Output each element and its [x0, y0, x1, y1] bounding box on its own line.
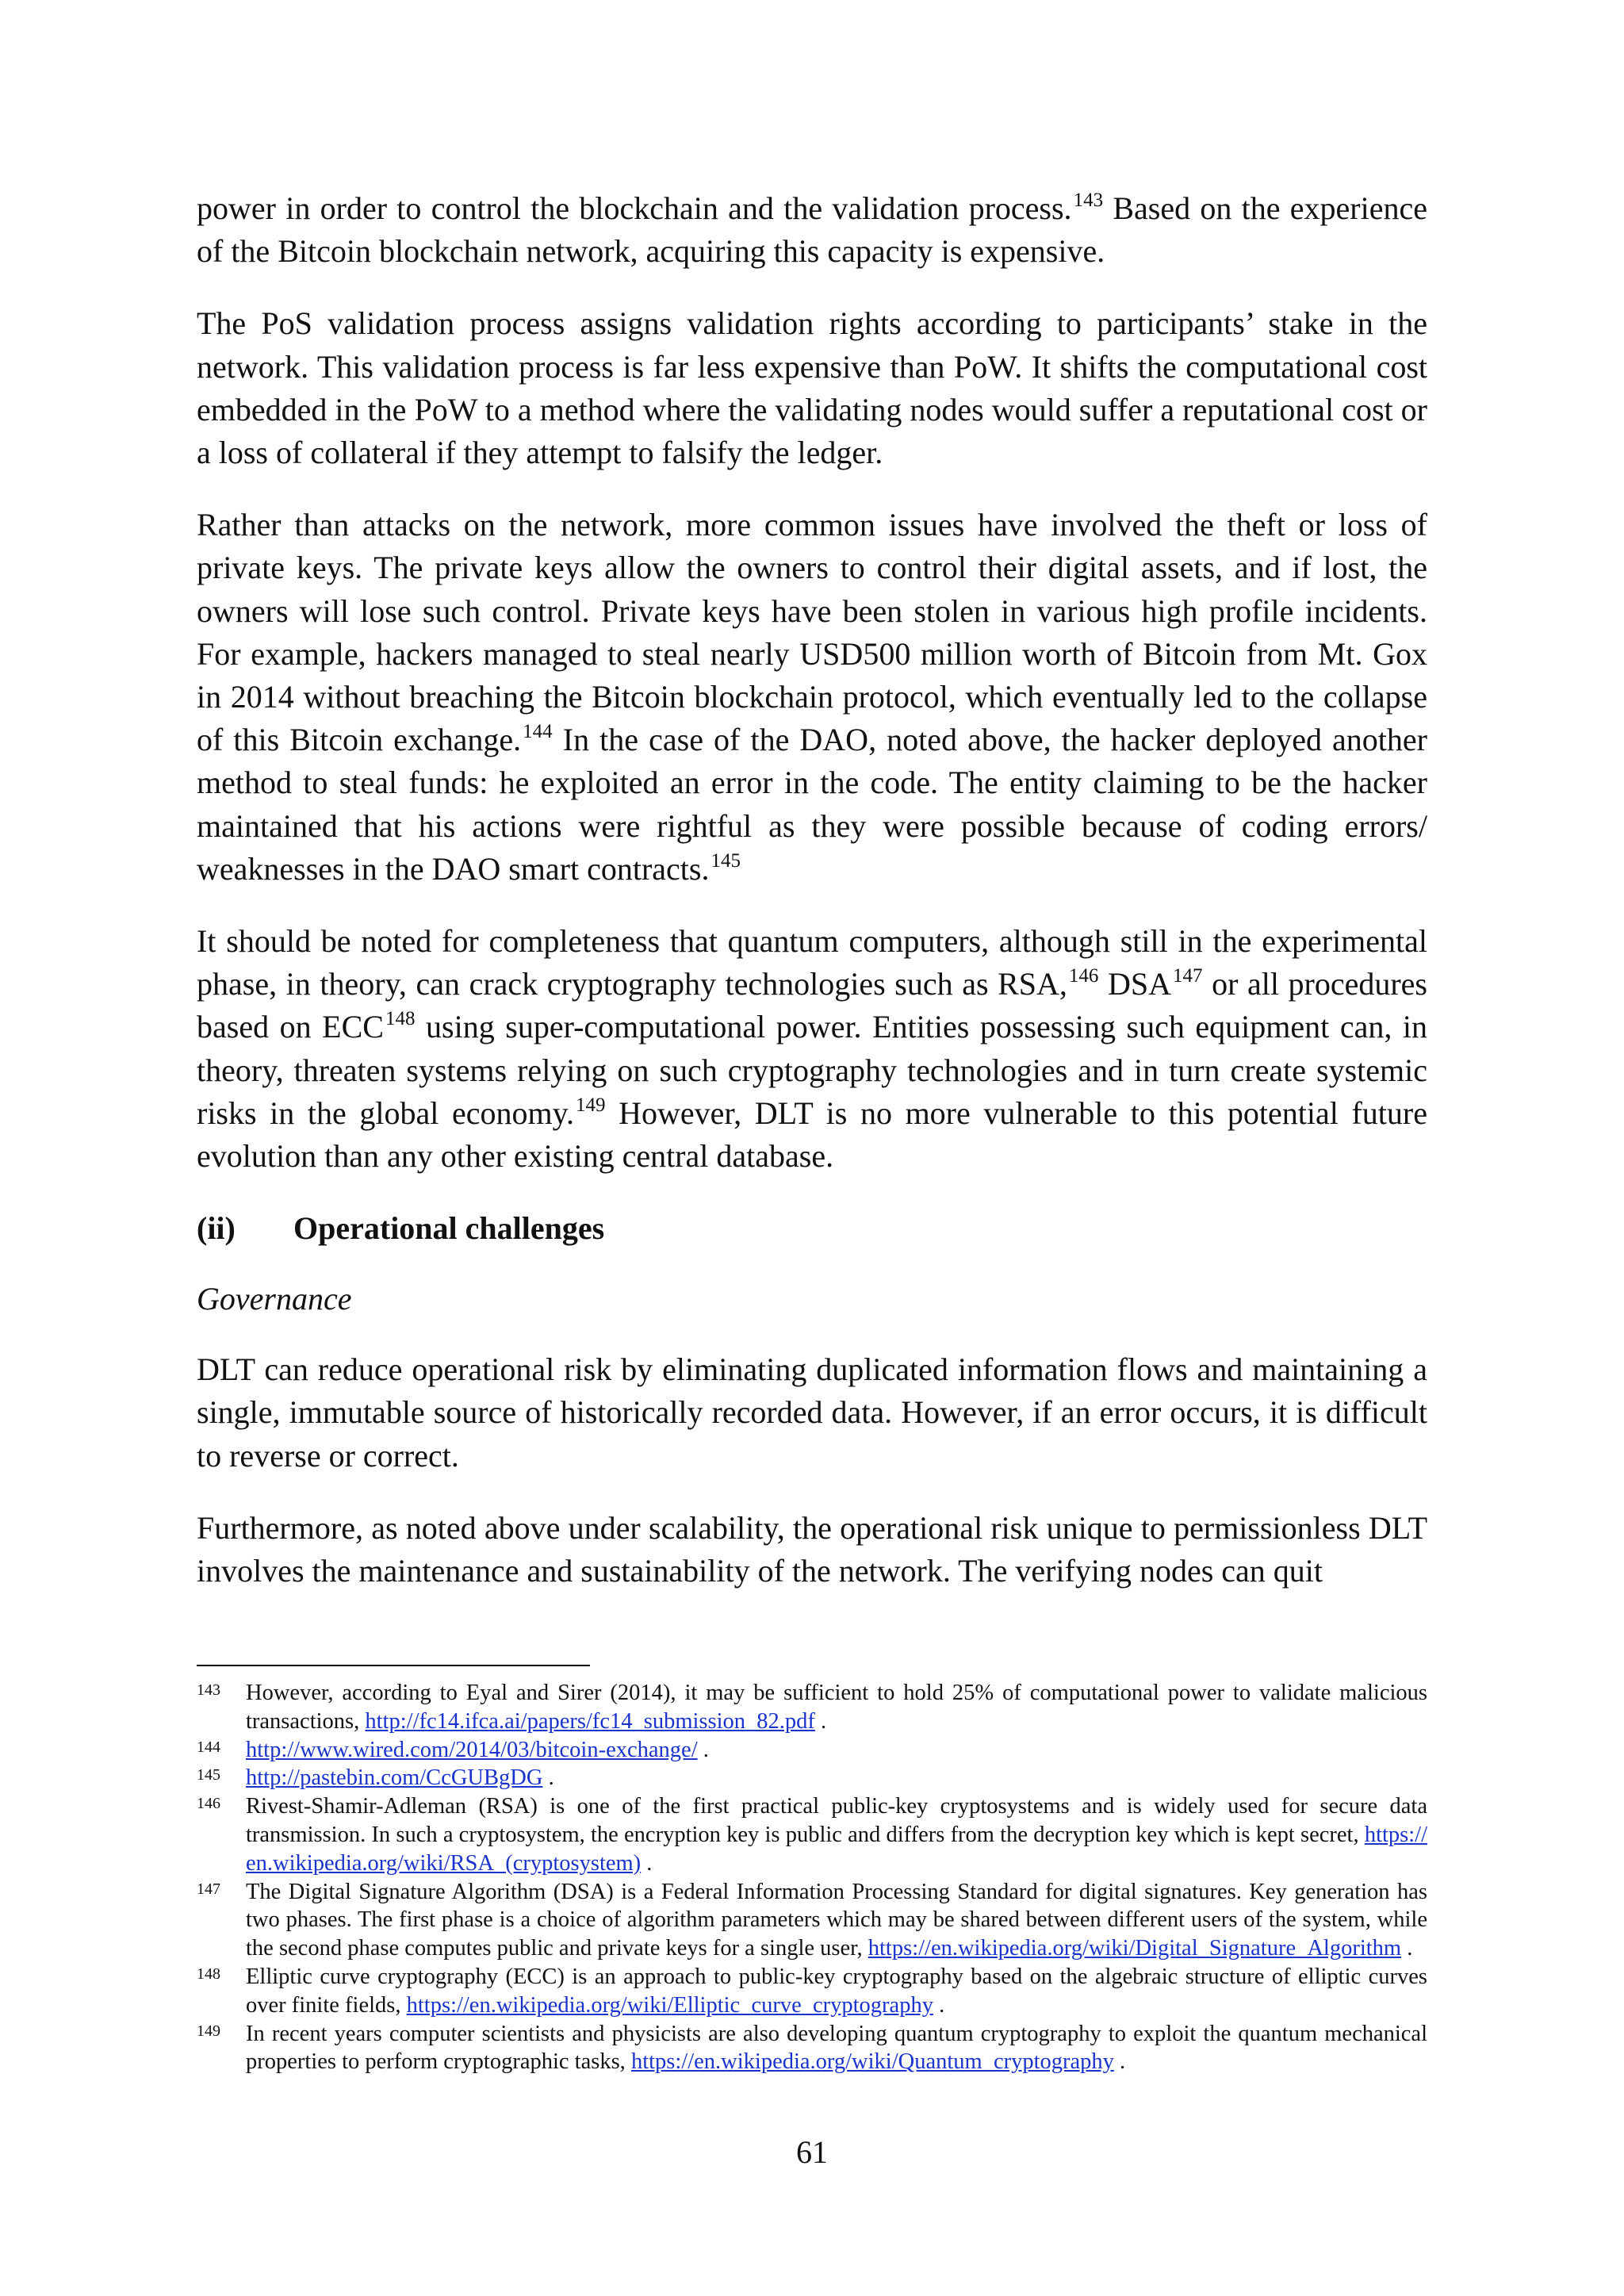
- footnote-147: 147 The Digital Signature Algorithm (DSA) is a Federal Information Processing Standard for digital signatures. Key generation has two phases. The first phase is a choice of algorithm parameters which may be shared between different users of the system, while the second phase computes public and private keys for a single user, https://en.wikipedia.org/wiki/Digital_Signature_Algorithm .: [197, 1878, 1427, 1963]
- body-text: [197, 187, 1427, 1593]
- section-heading-text: Operational challenges: [293, 1210, 605, 1247]
- footnote-ref-144[interactable]: 144: [523, 721, 553, 743]
- footnote-number: 148: [197, 1964, 220, 1983]
- section-heading: [197, 1207, 1427, 1250]
- paragraph-private-keys: Rather than attacks on the network, more common issues have involved the theft or loss of private keys. The private keys allow the owners to control their digital assets, and if lost, the owners will lose such control. Private keys have been stolen in various high profile incidents. For example, hackers managed to steal nearly USD500 million worth of Bitcoin from Mt. Gox in 2014 without breaching the Bitcoin blockchain protocol, which eventually led to the collapse of this Bitcoin exchange.$^{144}$ In the case of the DAO, noted above, the hacker deployed another method to steal funds: he exploited an error in the code. The entity claiming to be the hacker maintained that his actions were rightful as they were possible because of coding errors/ weaknesses in the DAO smart contracts.$^{145}$: [197, 507, 1427, 887]
- footnote-link[interactable]: https://en.wikipedia.org/wiki/RSA_(cryptosystem): [246, 1822, 1427, 1876]
- footnote-149: 149 In recent years computer scientists and physicists are also developing quantum cryptography to exploit the quantum mechanical properties to perform cryptographic tasks, https://en.wikipedia.org/wiki/Quantum_cryptography .: [197, 2020, 1427, 2077]
- footnote-number: 146: [197, 1795, 220, 1813]
- footnote-ref-147[interactable]: 147: [1173, 965, 1203, 987]
- footnote-ref-143[interactable]: 143: [1073, 190, 1104, 211]
- footnote-148: 148 Elliptic curve cryptography (ECC) is an approach to public-key cryptography based on the algebraic structure of elliptic curves over finite fields, https://en.wikipedia.org/wiki/Elliptic_curve_cryptography .: [197, 1963, 1427, 2020]
- footnote-number: 145: [197, 1766, 220, 1784]
- subsection-heading: Governance: [197, 1281, 352, 1317]
- footnote-143: 143 However, according to Eyal and Sirer (2014), it may be sufficient to hold 25% of computational power to validate malicious transactions, http://fc14.ifca.ai/papers/fc14_submission_82.pdf .: [197, 1679, 1427, 1736]
- footnote-link[interactable]: http://pastebin.com/CcGUBgDG: [246, 1765, 543, 1791]
- paragraph-permissionless-dlt: Furthermore, as noted above under scalability, the operational risk unique to permissionless DLT involves the maintenance and sustainability of the network. The verifying nodes can quit: [197, 1509, 1427, 1589]
- footnote-145: 145 http://pastebin.com/CcGUBgDG .: [197, 1764, 1427, 1792]
- footnote-ref-149[interactable]: 149: [575, 1094, 606, 1116]
- footnote-link[interactable]: https://en.wikipedia.org/wiki/Digital_Signature_Algorithm: [868, 1936, 1402, 1961]
- footnote-ref-148[interactable]: 148: [385, 1008, 416, 1030]
- page-number: 61: [796, 2134, 828, 2170]
- paragraph-validation-power: power in order to control the blockchain and the validation process.$^{143}$ Based on the experience of the Bitcoin blockchain network, acquiring this capacity is expensive.: [197, 190, 1427, 270]
- footnote-number: 149: [197, 2022, 220, 2040]
- paragraph-dlt-operational-risk: DLT can reduce operational risk by eliminating duplicated information flows and maintaining a single, immutable source of historically recorded data. However, if an error occurs, it is difficult to reverse or correct.: [197, 1351, 1427, 1474]
- footnote-link[interactable]: http://fc14.ifca.ai/papers/fc14_submission_82.pdf: [365, 1708, 815, 1734]
- footnote-separator: [197, 1665, 590, 1666]
- footnote-146: 146 Rivest-Shamir-Adleman (RSA) is one of the first practical public-key cryptosystems and is widely used for secure data transmission. In such a cryptosystem, the encryption key is public and differs from the decryption key which is kept secret, https://en.wikipedia.org/wiki/RSA_(cryptosystem) .: [197, 1792, 1427, 1877]
- footnote-ref-146[interactable]: 146: [1068, 965, 1099, 987]
- footnote-link[interactable]: http://www.wired.com/2014/03/bitcoin-exchange/: [246, 1737, 698, 1762]
- paragraph-quantum-computers: It should be noted for completeness that quantum computers, although still in the experimental phase, in theory, can crack cryptography technologies such as RSA,$^{146}$ DSA$^{147}$ or all procedures based on ECC$^{148}$ using super-computational power. Entities possessing such equipment can, in theory, threaten systems relying on such cryptography technologies and in turn create systemic risks in the global economy.$^{149}$ However, DLT is no more vulnerable to this potential future evolution than any other existing central database.: [197, 923, 1427, 1175]
- footnote-144: 144 http://www.wired.com/2014/03/bitcoin-exchange/ .: [197, 1736, 1427, 1765]
- footnote-number: 147: [197, 1880, 220, 1898]
- footnotes: [197, 1679, 1427, 2076]
- footnote-link[interactable]: https://en.wikipedia.org/wiki/Quantum_cryptography: [630, 2049, 1114, 2075]
- footnote-number: 143: [197, 1681, 220, 1699]
- section-heading-number: (ii): [197, 1210, 236, 1247]
- footnote-number: 144: [197, 1738, 220, 1756]
- paragraph-pos-validation: The PoS validation process assigns validation rights according to participants’ stake in the network. This validation process is far less expensive than PoW. It shifts the computational cost embedded in the PoW to a method where the validating nodes would suffer a reputational cost or a loss of collateral if they attempt to falsify the ledger.: [197, 305, 1427, 471]
- footnote-link[interactable]: https://en.wikipedia.org/wiki/Elliptic_curve_cryptography: [406, 1992, 933, 2018]
- footnote-ref-145[interactable]: 145: [710, 849, 741, 872]
